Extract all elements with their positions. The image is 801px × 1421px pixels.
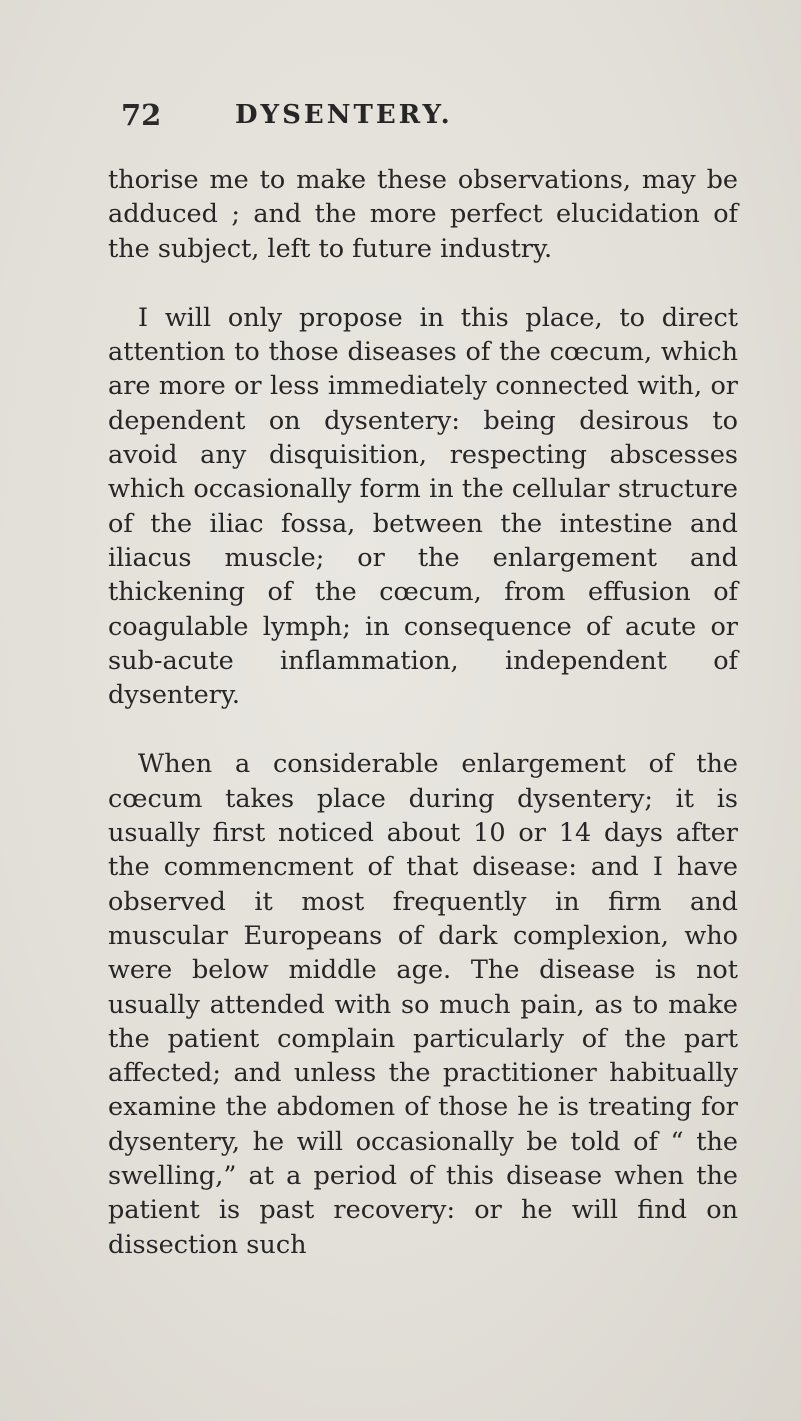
paragraph-continued: thorise me to make these observations, may be adduced ; and the more perfect elucidation of the subject, left to future industry. [108,165,738,264]
paragraph-caecum-diseases: I will only propose in this place, to direct attention to those diseases of the cœcum, which are more or less immediately connected with, or dependent on dysentery: being desirous to avoid any disquisition, respecting abscesses which occasionally form in the cellular structure of the iliac fossa, between the intestine and iliacus muscle; or the enlargement and thickening of the cœcum, from effusion of coagulable lymph; in consequence of acute or sub-acute inflammation, independent of dysentery. [108,302,738,711]
paragraph-enlargement: When a considerable enlargement of the cœcum takes place during dysentery; it is usually first noticed about 10 or 14 days after the commencment of that disease: and I have observed it most frequently in firm and muscular Europeans of dark complexion, who were below middle age. The disease is not usually attended with so much pain, as to make the patient complain particularly of the part affected; and unless the practitioner habitually examine the abdomen of those he is treating for dysentery, he will occasionally be told of “ the swelling,” at a period of this disease when the patient is past recovery: or he will find on dissection such [108,749,738,1260]
page-header [0,98,801,138]
body-text [108,163,738,1262]
page-number: 72 [121,98,162,132]
running-head: DYSENTERY. [235,100,453,130]
